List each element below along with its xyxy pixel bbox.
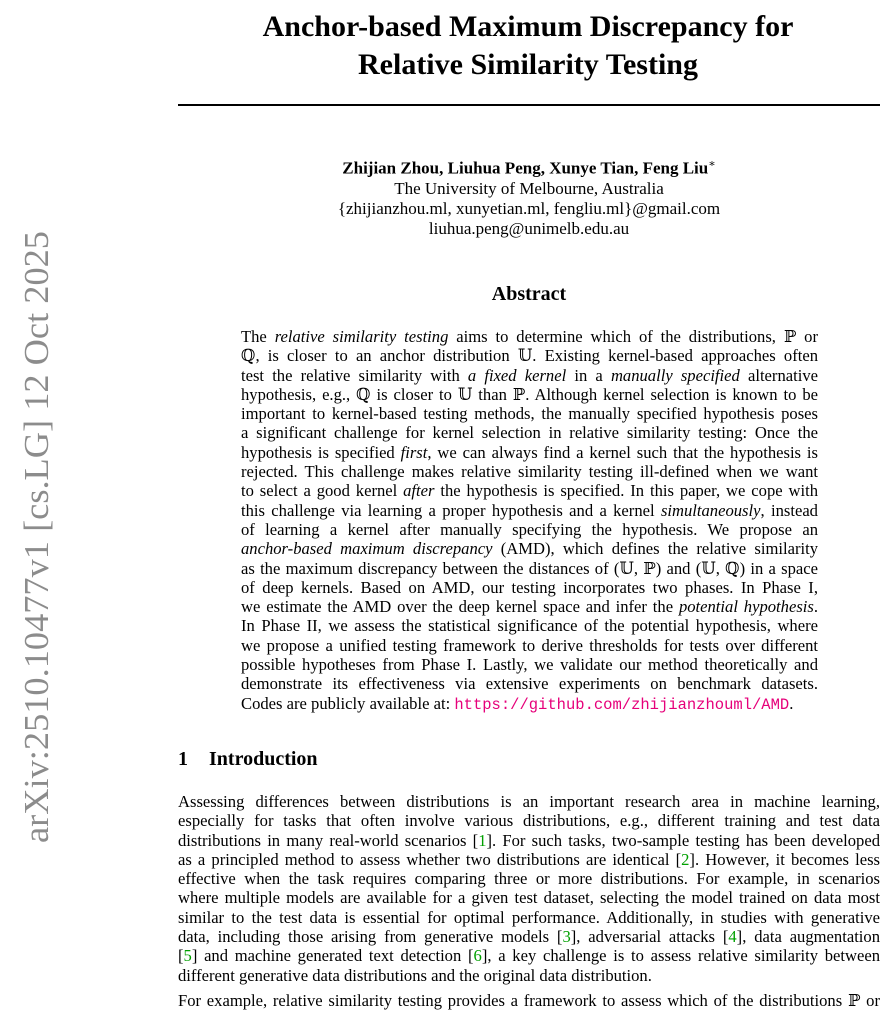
text-line	[241, 423, 818, 442]
text-line	[178, 888, 880, 907]
text-line	[241, 539, 818, 558]
author-emails: {zhijianzhou.ml, xunyetian.ml, fengliu.ml}@gmail.com	[337, 198, 721, 218]
text-run: , instead	[760, 500, 818, 520]
emphasized-text: potential hypothesis	[678, 597, 814, 617]
text-run: ], data augmentation	[736, 927, 881, 947]
text-line	[241, 443, 818, 462]
text-run: in a	[566, 365, 611, 385]
text-line	[241, 636, 818, 655]
text-line	[241, 385, 818, 404]
text-line	[178, 908, 880, 927]
title-line-1: Anchor-based Maximum Discrepancy for	[262, 10, 794, 43]
text-run: [	[178, 946, 184, 966]
text-run: ], a key challenge is to assess relative similarity between	[481, 946, 881, 966]
text-line	[241, 578, 818, 597]
text-line	[241, 616, 818, 635]
text-run: ] and machine generated text detection [	[191, 946, 474, 966]
section-title: Introduction	[209, 748, 318, 770]
text-line	[178, 831, 880, 850]
text-run: ]. However, it becomes less	[689, 849, 880, 869]
citation-link[interactable]: 1	[478, 830, 487, 850]
text-line	[241, 694, 818, 715]
text-line	[178, 946, 880, 965]
emphasized-text: after	[403, 481, 435, 501]
text-line	[241, 481, 818, 500]
text-run: as a principled method to assess whether two distributions are identical [	[178, 849, 682, 869]
arxiv-id-text: arXiv:2510.10477v1 [cs.LG] 12 Oct 2025	[17, 253, 56, 843]
code-repository-link[interactable]: https://github.com/zhijianzhouml/AMD	[454, 695, 790, 714]
corresponding-author-mark: ∗	[708, 158, 716, 170]
text-run: possible hypotheses from Phase I. Lastly, we validate our method theoretically and	[241, 655, 818, 675]
text-run: ]. For such tasks, two-sample testing has been developed	[486, 830, 880, 850]
text-run: we estimate the AMD over the deep kernel space and infer the	[241, 597, 679, 617]
text-run: different generative data distributions and the original data distribution.	[178, 965, 652, 985]
text-line	[241, 674, 818, 693]
text-run: as the maximum discrepancy between the distances of (𝕌, ℙ) and (𝕌, ℚ) in a space	[241, 558, 818, 578]
text-run: aims to determine which of the distributions, ℙ or	[448, 327, 818, 346]
author-email-secondary: liuhua.peng@unimelb.edu.au	[428, 218, 630, 238]
section-heading	[178, 748, 318, 771]
citation-link[interactable]: 5	[183, 946, 192, 966]
author-affiliation: The University of Melbourne, Australia	[394, 178, 664, 198]
text-run: data, including those arising from generative models [	[178, 927, 563, 947]
text-run: this challenge via learning a proper hypothesis and a kernel	[241, 500, 661, 520]
text-run: similar to the test data is essential for optimal performance. Additionally, in studies with generative	[178, 907, 880, 927]
text-run: we propose a unified testing framework to derive thresholds for tests over different	[241, 635, 818, 655]
text-line	[178, 927, 880, 946]
emphasized-text: first	[400, 442, 428, 462]
text-run: important to kernel-based testing methods, the manually specified hypothesis poses	[241, 404, 818, 424]
text-line	[178, 869, 880, 888]
emphasized-text: relative similarity testing	[274, 327, 449, 346]
text-run: where multiple models are available for a given test dataset, selecting the model trained on data most	[178, 888, 880, 908]
text-line	[241, 655, 818, 674]
text-line	[178, 811, 880, 830]
citation-link[interactable]: 6	[473, 946, 482, 966]
text-line	[241, 520, 818, 539]
arxiv-identifier-stamp	[6, 0, 56, 1000]
introduction-paragraph	[178, 792, 880, 985]
next-paragraph-partial	[178, 991, 880, 1010]
abstract-body	[241, 327, 818, 715]
emphasized-text: simultaneously	[660, 500, 761, 520]
text-run: the hypothesis is specified. In this paper, we cope with	[434, 481, 818, 501]
emphasized-text: a fixed kernel	[467, 365, 567, 385]
text-run: to select a good kernel	[241, 481, 404, 501]
citation-link[interactable]: 3	[562, 927, 571, 947]
text-run: Assessing differences between distributions is an important research area in machine learning,	[178, 792, 880, 811]
text-line	[241, 501, 818, 520]
text-run: hypothesis is specified	[241, 442, 401, 462]
text-run: especially for tasks that often involve various distributions, e.g., different training and test data	[178, 811, 880, 831]
title-rule	[178, 104, 880, 106]
text-run: Codes are publicly available at:	[241, 693, 455, 713]
text-line	[241, 404, 818, 423]
text-line	[241, 346, 818, 365]
author-block	[178, 154, 880, 239]
text-run: The	[241, 327, 275, 346]
text-run: In Phase II, we assess the statistical significance of the potential hypothesis, where	[241, 616, 818, 636]
paper-title	[178, 8, 878, 84]
text-run: a significant challenge for kernel selection in relative similarity testing: Once the	[241, 423, 818, 443]
text-run: (AMD), which defines the relative similarity	[492, 539, 818, 559]
text-run: test the relative similarity with	[241, 365, 468, 385]
text-line	[241, 462, 818, 481]
text-line	[241, 597, 818, 616]
author-names-text: Zhijian Zhou, Liuhua Peng, Xunye Tian, Feng Liu	[342, 158, 709, 178]
text-line	[178, 966, 880, 985]
text-run: of learning a kernel after manually specifying the hypothesis. We propose an	[241, 519, 818, 539]
text-run: distributions in many real-world scenarios [	[178, 830, 479, 850]
text-line	[178, 850, 880, 869]
section-number: 1	[178, 748, 188, 770]
title-line-2: Relative Similarity Testing	[358, 48, 698, 81]
text-run: hypothesis, e.g., ℚ is closer to 𝕌 than ℙ. Although kernel selection is known to be	[241, 384, 818, 404]
text-run: , we can always find a kernel such that the hypothesis is	[427, 442, 818, 462]
author-names	[178, 154, 880, 179]
text-line: For example, relative similarity testing provides a framework to assess which of the distributions ℙ or	[178, 991, 880, 1010]
emphasized-text: manually specified	[610, 365, 740, 385]
text-line	[241, 559, 818, 578]
text-line	[178, 792, 880, 811]
text-run: demonstrate its effectiveness via extensive experiments on benchmark datasets.	[241, 674, 818, 694]
text-run: alternative	[739, 365, 818, 385]
text-line	[241, 327, 818, 346]
text-run: of deep kernels. Based on AMD, our testing incorporates two phases. In Phase I,	[241, 577, 818, 597]
emphasized-text: anchor-based maximum discrepancy	[241, 539, 493, 559]
text-run: .	[813, 597, 818, 617]
abstract-heading: Abstract	[491, 283, 567, 305]
citation-link[interactable]: 4	[728, 927, 737, 947]
text-run: rejected. This challenge makes relative similarity testing ill-defined when we want	[241, 462, 818, 482]
text-line	[241, 366, 818, 385]
text-run: effective when the task requires comparing three or more distributions. For example, in scenarios	[178, 869, 880, 889]
citation-link[interactable]: 2	[681, 849, 690, 869]
text-run: .	[789, 693, 794, 713]
text-run: ℚ, is closer to an anchor distribution 𝕌. Existing kernel-based approaches often	[241, 346, 818, 366]
text-run: ], adversarial attacks [	[570, 927, 729, 947]
